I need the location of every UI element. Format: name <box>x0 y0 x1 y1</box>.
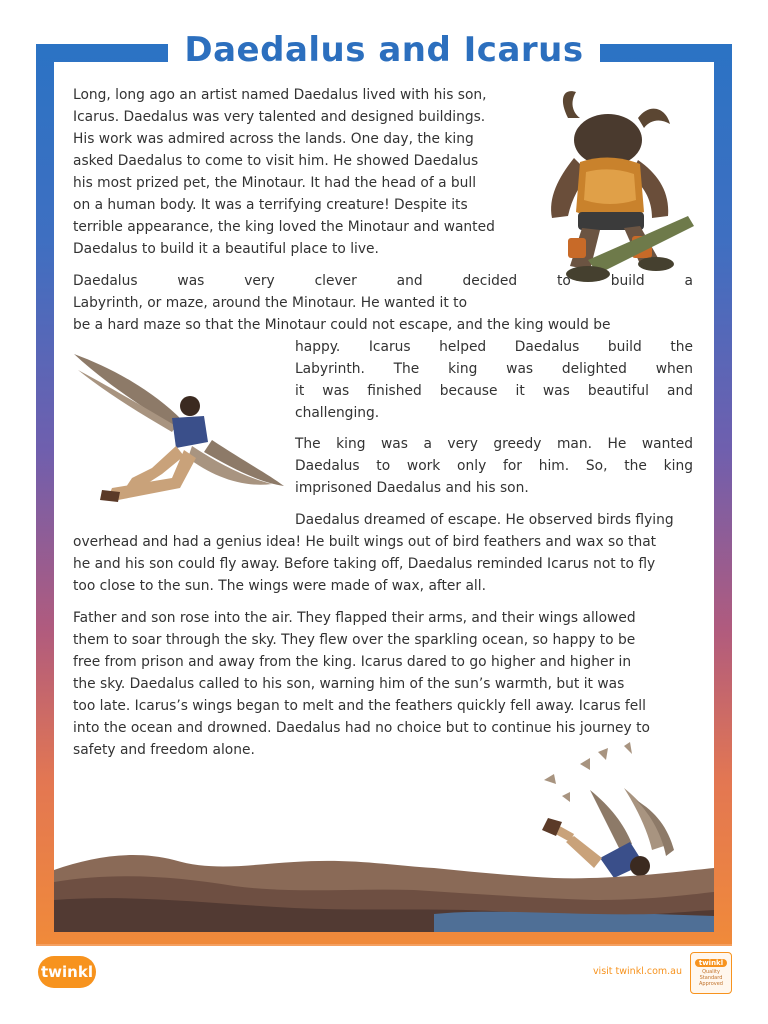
text-line: into the ocean and drowned. Daedalus had no choice but to continue his journey to <box>73 720 650 736</box>
word: a <box>423 436 432 452</box>
word: greedy <box>493 436 542 452</box>
word: only <box>457 458 487 474</box>
text-line: Daedalus dreamed of escape. He observed birds flying <box>295 512 674 528</box>
word: king <box>336 436 366 452</box>
paragraph-1 <box>73 84 519 260</box>
word: was <box>506 361 534 377</box>
text-line: His work was admired across the lands. One day, the king <box>73 131 474 147</box>
word: decided <box>462 273 518 289</box>
badge-brand: twinkl <box>695 959 727 967</box>
text-line: too close to the sun. The wings were made of wax, after all. <box>73 578 486 594</box>
word: helped <box>439 339 487 355</box>
word: man. <box>556 436 592 452</box>
word: very <box>447 436 478 452</box>
text-line: be a hard maze so that the Minotaur could not escape, and the king would be <box>73 317 611 333</box>
word: the <box>624 458 647 474</box>
word: The <box>393 361 420 377</box>
footer-divider <box>36 944 732 946</box>
word: and <box>396 273 423 289</box>
landscape-illustration <box>54 842 714 932</box>
text-line: Daedalus to build it a beautiful place to live. <box>73 241 379 257</box>
text-line: imprisoned Daedalus and his son. <box>295 480 529 496</box>
word: build <box>607 339 642 355</box>
text-line <box>295 455 693 477</box>
word: delighted <box>561 361 627 377</box>
text-line: on a human body. It was a terrifying creature! Despite its <box>73 197 468 213</box>
word: it <box>515 383 525 399</box>
text-line: Long, long ago an artist named Daedalus lived with his son, <box>73 87 487 103</box>
text-line: Labyrinth, or maze, around the Minotaur. He wanted it to <box>73 295 468 311</box>
word: a <box>684 273 693 289</box>
text-line <box>295 358 693 380</box>
word: was <box>381 436 408 452</box>
text-line: free from prison and away from the king. Icarus dared to go higher and higher in <box>73 654 632 670</box>
word: him. <box>538 458 570 474</box>
word: was <box>542 383 570 399</box>
paragraph-4 <box>73 509 693 597</box>
word: to <box>376 458 391 474</box>
paragraph-2-top <box>73 270 693 336</box>
badge-text: Quality Standard Approved <box>699 969 723 987</box>
text-line: challenging. <box>295 405 380 421</box>
word: very <box>244 273 275 289</box>
word: Daedalus <box>514 339 580 355</box>
text-line: Father and son rose into the air. They flapped their arms, and their wings allowed <box>73 610 636 626</box>
text-line: overhead and had a genius idea! He built wings out of bird feathers and wax so that <box>73 534 657 550</box>
word: king <box>663 458 693 474</box>
minotaur-illustration <box>528 88 698 290</box>
word: king <box>448 361 478 377</box>
text-line: asked Daedalus to come to visit him. He showed Daedalus <box>73 153 479 169</box>
text-line <box>295 433 693 455</box>
word: The <box>295 436 321 452</box>
word: He <box>607 436 627 452</box>
word: and <box>667 383 693 399</box>
paragraph-2-right <box>295 336 693 424</box>
word: Labyrinth. <box>295 361 365 377</box>
text-line: his most prized pet, the Minotaur. It had the head of a bull <box>73 175 477 191</box>
word: Icarus <box>368 339 411 355</box>
word: was <box>177 273 205 289</box>
visit-link[interactable]: visit twinkl.com.au <box>592 966 682 977</box>
text-line: terrible appearance, the king loved the Minotaur and wanted <box>73 219 495 235</box>
word: wanted <box>641 436 693 452</box>
quality-badge <box>690 952 732 994</box>
word: to <box>557 273 571 289</box>
word: when <box>655 361 693 377</box>
word: the <box>670 339 693 355</box>
page-title: Daedalus and Icarus <box>184 30 584 70</box>
text-line: Icarus. Daedalus was very talented and designed buildings. <box>73 109 486 125</box>
paragraph-5 <box>73 607 693 761</box>
word: finished <box>367 383 422 399</box>
word: work <box>406 458 441 474</box>
paragraph-3 <box>295 433 693 499</box>
word: happy. <box>295 339 341 355</box>
word: it <box>295 383 305 399</box>
word: beautiful <box>587 383 649 399</box>
word: So, <box>585 458 608 474</box>
text-line: safety and freedom alone. <box>73 742 255 758</box>
daedalus-flying-illustration <box>72 350 287 505</box>
word: Daedalus <box>73 273 138 289</box>
word: was <box>322 383 350 399</box>
text-line: too late. Icarus’s wings began to melt and the feathers quickly fell away. Icarus fell <box>73 698 646 714</box>
word: for <box>502 458 522 474</box>
text-line <box>295 336 693 358</box>
text-line: the sky. Daedalus called to his son, warning him of the sun’s warmth, but it was <box>73 676 625 692</box>
word: because <box>439 383 498 399</box>
twinkl-logo[interactable]: twinkl <box>38 956 96 988</box>
text-line <box>73 270 693 292</box>
text-line <box>295 380 693 402</box>
text-line: them to soar through the sky. They flew over the sparkling ocean, so happy to be <box>73 632 636 648</box>
word: build <box>610 273 645 289</box>
text-line: he and his son could fly away. Before taking off, Daedalus reminded Icarus not to fly <box>73 556 656 572</box>
word: clever <box>314 273 357 289</box>
word: Daedalus <box>295 458 360 474</box>
